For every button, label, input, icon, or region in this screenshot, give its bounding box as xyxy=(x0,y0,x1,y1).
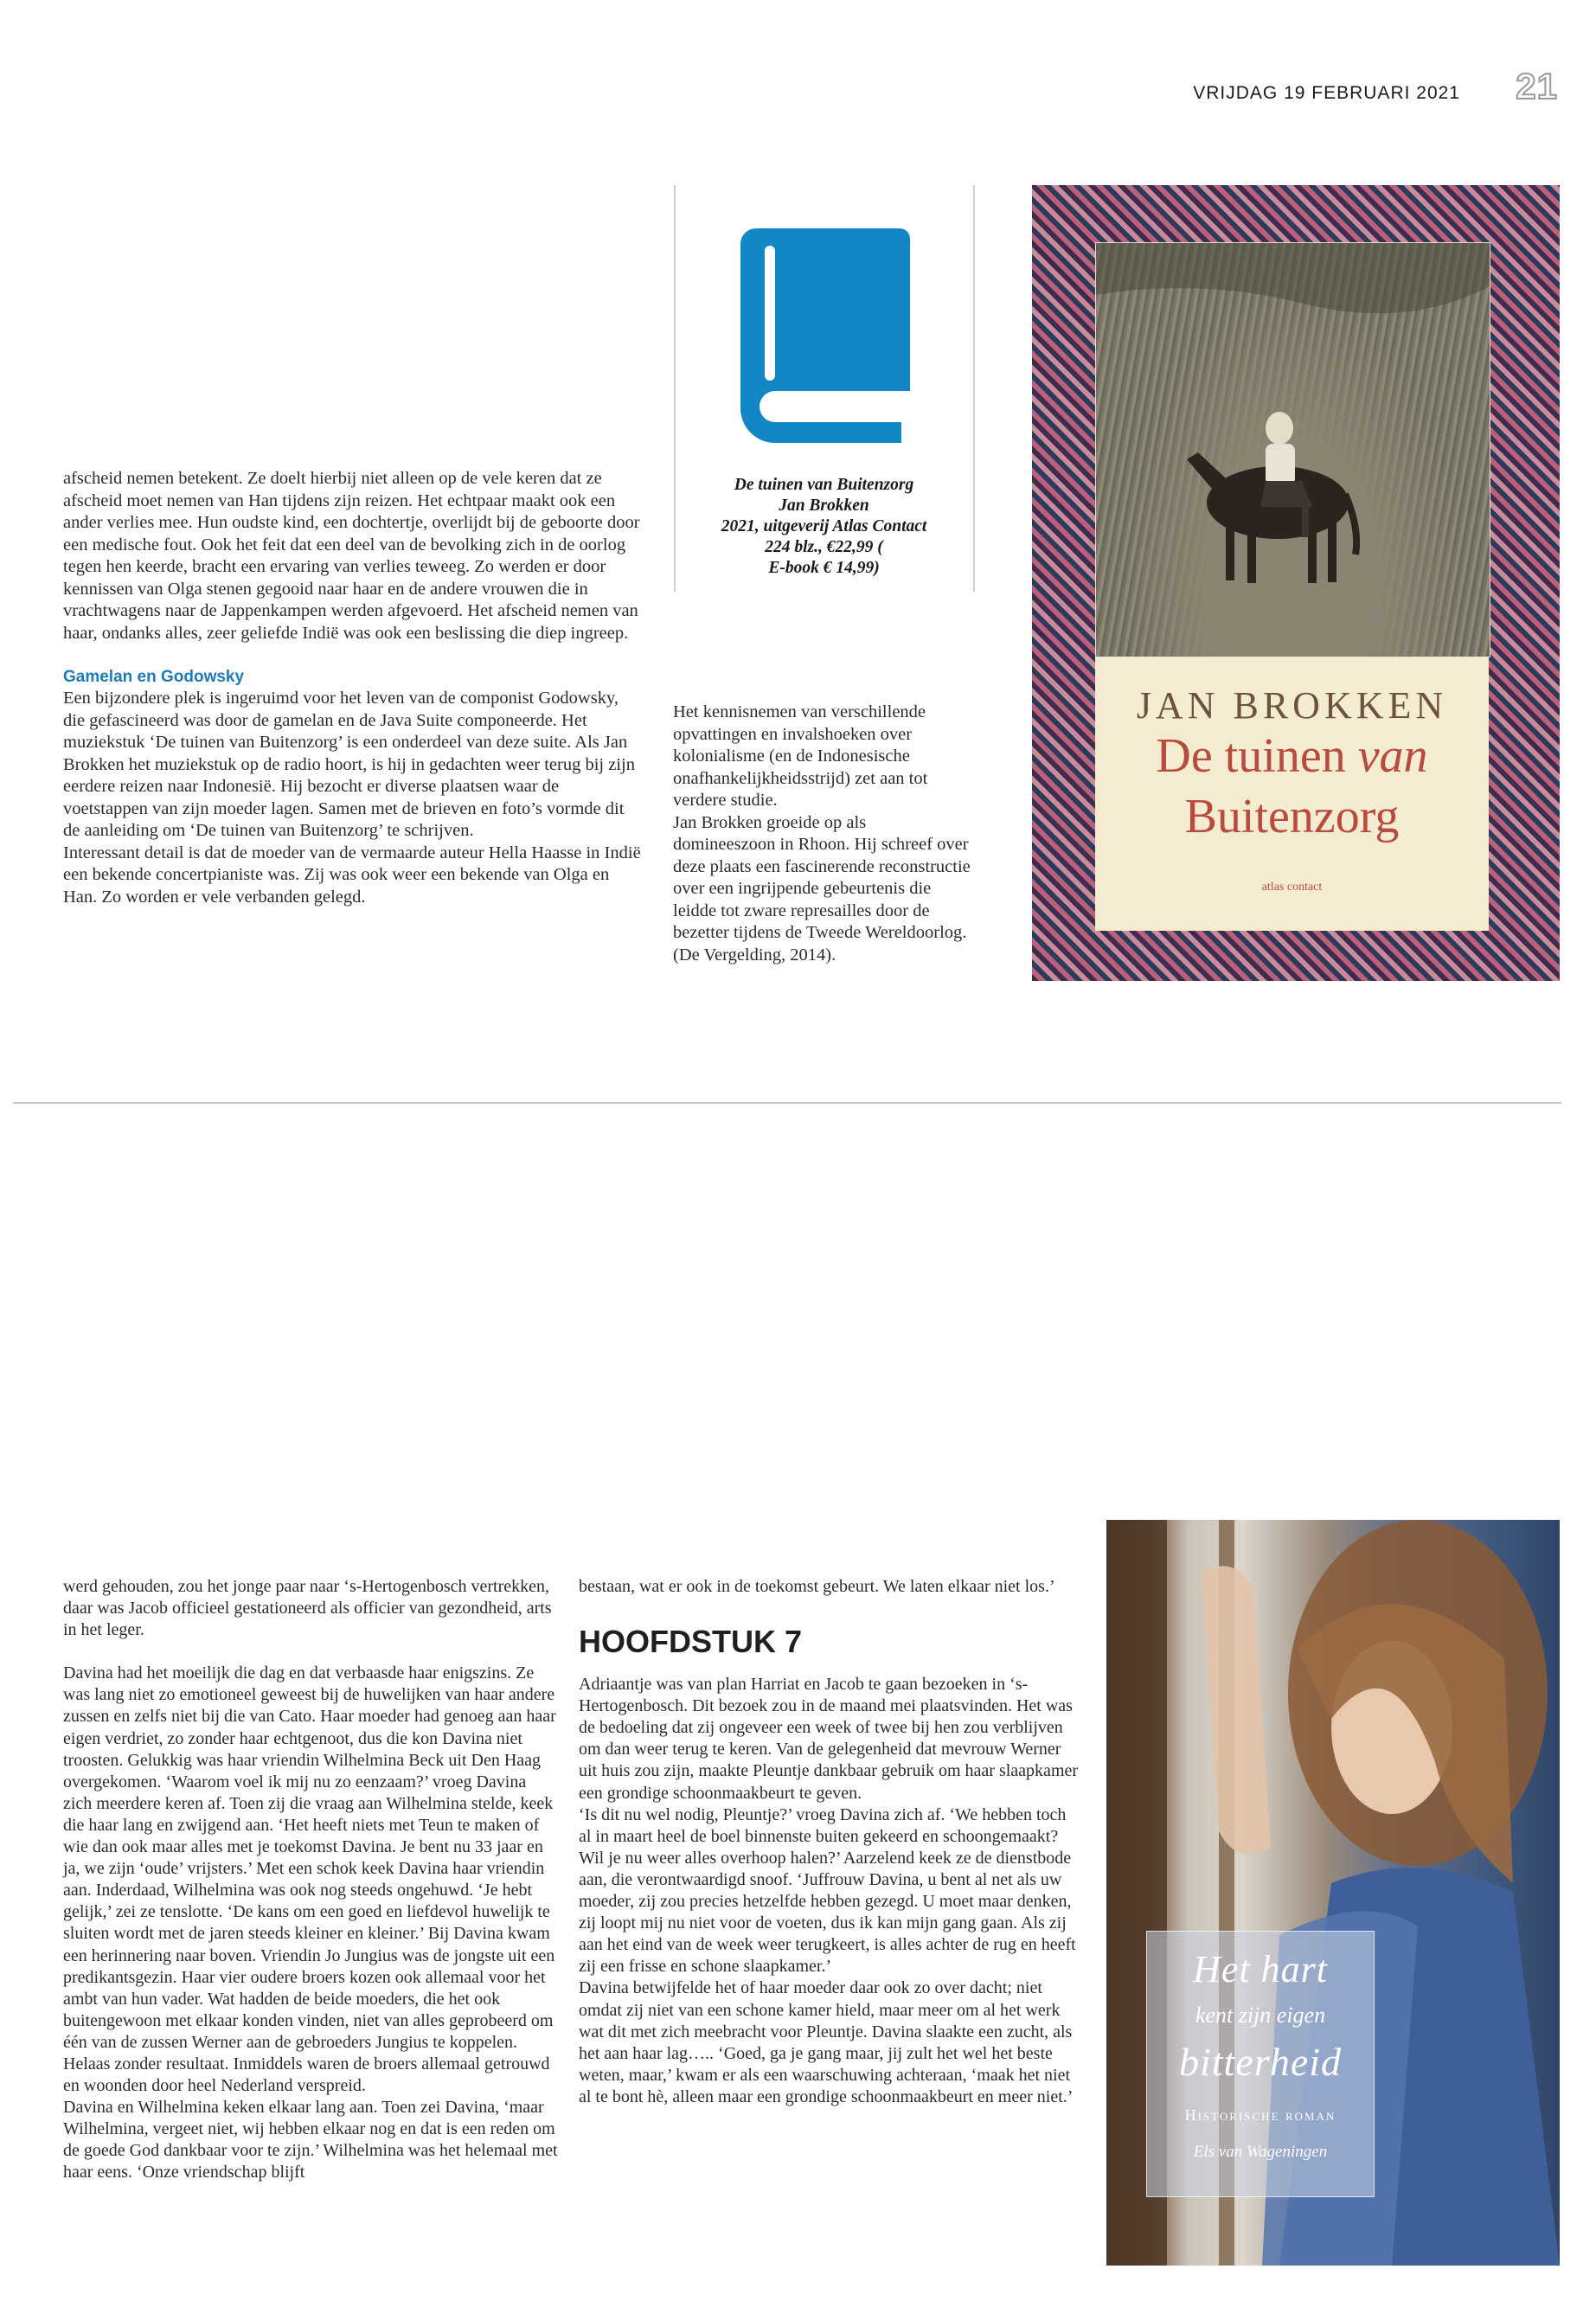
cover-title-line-1: Het hart xyxy=(1193,1948,1328,1990)
paragraph: werd gehouden, zou het jonge paar naar ‘s-Hertogenbosch vertrekken, daar was Jacob officieel gestationeerd als officier van gezondheid, arts in het leger. xyxy=(63,1577,552,1640)
cover-title-van: van xyxy=(1357,729,1428,783)
paragraph: bestaan, wat er ook in de toekomst gebeurt. We laten elkaar niet los.’ xyxy=(579,1577,1055,1596)
top-article-column-2 xyxy=(673,702,972,966)
book-cover-het-hart xyxy=(1106,1520,1560,2266)
section-subhead: Gamelan en Godowsky xyxy=(63,668,245,686)
page-number: 21 xyxy=(1516,66,1558,106)
book-title: De tuinen van Buitenzorg xyxy=(734,476,914,494)
paragraph: Het kennisnemen van verschillende opvattingen en invalshoeken over kolonialisme (en de Indonesische onafhankelijkheidsstrijd) zet aan tot verdere studie. xyxy=(673,702,928,810)
book-publisher: 2021, uitgeverij Atlas Contact xyxy=(721,517,927,535)
cover-title-line-1 xyxy=(1095,728,1489,784)
chapter-heading: HOOFDSTUK 7 xyxy=(579,1624,803,1660)
page-date: VRIJDAG 19 FEBRUARI 2021 xyxy=(1193,83,1460,103)
paragraph: Interessant detail is dat de moeder van de vermaarde auteur Hella Haasse in Indië een bekende concertpianiste was. Zij was ook weer een bekende van Olga en Han. Zo worden er vele verbanden gelegd. xyxy=(63,843,641,907)
cover-title-word: De tuinen xyxy=(1156,729,1346,783)
cover-genre: Historische roman xyxy=(1184,2106,1336,2124)
top-article-column-1 xyxy=(63,468,644,908)
paragraph: Davina en Wilhelmina keken elkaar lang aan. Toen zei Davina, ‘maar Wilhelmina, vergeet niet, wij hebben elkaar nog en dat is een reden om de goede God dankbaar voor te zijn.’ Wilhelmina was het helemaal met haar eens. ‘Onze vriendschap blijft xyxy=(63,2098,558,2182)
book-icon xyxy=(740,228,910,443)
bottom-article-column-2 xyxy=(579,1576,1079,2108)
paragraph: afscheid nemen betekent. Ze doelt hierbij niet alleen op de vele keren dat ze afscheid moet nemen van Han tijdens zijn reizen. Het echtpaar maakt ook een ander verlies mee. Hun oudste kind, een dochtertje, overlijdt bij de geboorte door een medische fout. Ook het feit dat een deel van de bevolking zich in de oorlog tegen hen keerde, bracht een ervaring van verlies teweeg. Zo werden er door kennissen van Olga stenen gegooid naar haar en de andere vrouwen die in vrachtwagens naar de Jappenkampen werden afgevoerd. Het afscheid nemen van haar, ondanks alles, zeer geliefde Indië was ook een beslissing die diep ingreep. xyxy=(63,469,640,643)
paragraph: Adriaantje was van plan Harriat en Jacob te gaan bezoeken in ‘s-Hertogenbosch. Dit bezoek zou in de maand mei plaatsvinden. Het was de bedoeling dat zij ongeveer een week of twee bij hen zou verblijven om dan weer terug te keren. Van de gelegenheid dat mevrouw Werner uit huis zou zijn, maakte Pleuntje dankbaar gebruik om haar slaapkamer een grondige schoonmaakbeurt te geven. xyxy=(579,1675,1079,1803)
paragraph: Jan Brokken groeide op als domineeszoon in Rhoon. Hij schreef over deze plaats een fascinerende reconstructie over een ingrijpende gebeurtenis die leidde tot zware represailles door de bezetter tijdens de Tweede Wereldoorlog. (De Vergelding, 2014). xyxy=(673,812,971,965)
cover-photo xyxy=(1095,242,1490,657)
paragraph: Davina betwijfelde het of haar moeder daar ook zo over dacht; niet omdat zij niet van een schone kamer hield, maar meer om al het werk wat dit met zich meebracht voor Pleuntje. Davina slaakte een zucht, als het aan haar lag….. ‘Goed, ga je gang maar, jij zult het wel het beste weten, maar,’ kwam er als een waarschuwing achteraan, ‘maak het niet al te bont hè, alleen maar een grondige schoonmaakbeurt en meer niet.’ xyxy=(579,1978,1074,2106)
paragraph: Davina had het moeilijk die dag en dat verbaasde haar enigszins. Ze was lang niet zo emotioneel geweest bij de huwelijken van haar andere zussen en zelfs niet bij die van Cato. Haar moeder had genoeg aan haar eigen verdriet, zo zonder haar echtgenoot, dus die kon Davina niet troosten. Gelukkig was haar vriendin Wilhelmina Beck uit Den Haag overgekomen. ‘Waarom voel ik mij nu zo eenzaam?’ vroeg Davina zich meerdere keren af. Toen zij die vraag aan Wilhelmina stelde, keek die haar lang en zwijgend aan. ‘Het heeft niets met Teun te maken of wie dan ook maar alles met je toekomst Davina. Je bent nu 33 jaar en ja, we zijn ‘oude’ vrijsters.’ Met een schok keek Davina haar vriendin aan. Inderdaad, Wilhelmina was ook nog steeds ongehuwd. ‘Je hebt gelijk,’ zei ze tenslotte. ‘De kans om een goed en liefdevol huwelijk te sluiten wordt met de jaren steeds kleiner en kleiner.’ Bij Davina kwam een herinnering naar boven. Vriendin Jo Jungius was de jongste uit een predikantsgezin. Haar vier oudere broers kozen ook allemaal voor het ambt van hun vader. Wat hadden de beide moeders, die het ook buitengewoon met elkaar konden vinden, niet van alles geprobeerd om één van de zussen Werner aan de gebroeders Jungius te koppelen. Helaas zonder resultaat. Inmiddels waren de broers allemaal getrouwd en woonden door heel Nederland verspreid. xyxy=(63,1663,556,2096)
paragraph: Een bijzondere plek is ingeruimd voor het leven van de componist Godowsky, die gefascineerd was door de gamelan en de Java Suite componeerde. Het muziekstuk ‘De tuinen van Buitenzorg’ is een onderdeel van deze suite. Als Jan Brokken het muziekstuk op de radio hoort, is hij in gedachten weer terug bij zijn eerdere reizen naar Indonesië. Hij bezocht er diverse plaatsen waar de voetstappen van zijn moeder lagen. Samen met de brieven en foto’s vormde dit de aanleiding om ‘De tuinen van Buitenzorg’ te schrijven. xyxy=(63,689,635,840)
cover-author: JAN BROKKEN xyxy=(1136,684,1448,727)
book-price: 224 blz., €22,99 ( xyxy=(765,538,883,556)
cover-title-line-2: kent zijn eigen xyxy=(1195,2003,1326,2028)
cover-title-line-2: Buitenzorg xyxy=(1184,790,1400,843)
book-info xyxy=(683,475,965,579)
cover-title-panel xyxy=(1095,657,1489,931)
paragraph: ‘Is dit nu wel nodig, Pleuntje?’ vroeg Davina zich af. ‘We hebben toch al in maart heel de boel binnenste buiten gekeerd en schoongemaakt? Wil je nu weer alles overhoop halen?’ Aarzelend keek ze de dienstbode aan, die verontwaardigd snoof. ‘Juffrouw Davina, u bent al net als uw moeder, zij zou precies hetzelfde hebben gezegd. U moet maar denken, zij loopt mij nu niet voor de voeten, dus ik kan mijn gang gaan. Als zij aan het eind van de week weer terugkeert, is alles achter de rug en heeft zij een frisse en schone slaapkamer.’ xyxy=(579,1804,1076,1977)
divider-vertical xyxy=(973,185,975,592)
bottom-article-column-1 xyxy=(63,1576,558,2184)
horse-rider-image xyxy=(1096,243,1490,657)
cover-author: Els van Wageningen xyxy=(1193,2143,1328,2161)
cover-publisher: atlas contact xyxy=(1261,881,1323,894)
cover-title-card xyxy=(1146,1931,1375,2197)
book-ebook-price: E-book € 14,99) xyxy=(768,559,880,577)
section-divider xyxy=(13,1102,1561,1104)
cover-title-line-3: bitterheid xyxy=(1178,2040,1343,2084)
divider-vertical xyxy=(674,185,676,592)
book-cover-tuinen xyxy=(1032,185,1560,981)
book-author: Jan Brokken xyxy=(779,497,869,515)
